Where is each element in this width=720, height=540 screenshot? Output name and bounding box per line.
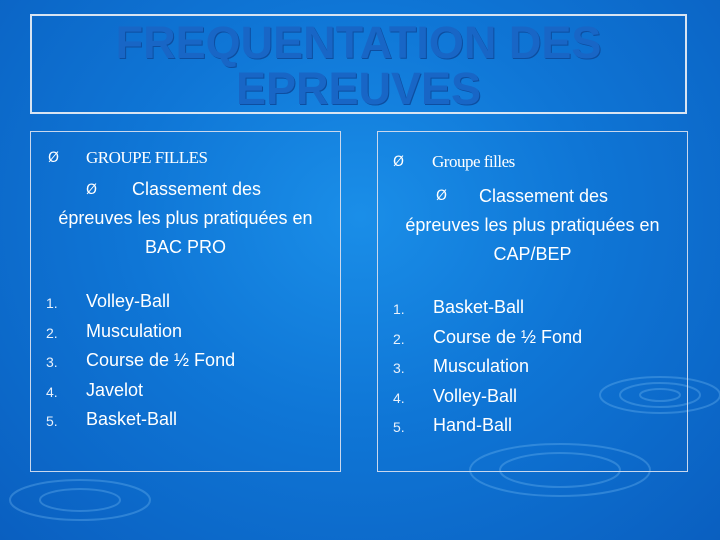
arrow-bullet-icon: Ø: [48, 150, 60, 166]
list-item: [31, 291, 340, 321]
rank-label: Basket-Ball: [433, 297, 525, 317]
list-item: [31, 350, 340, 380]
rank-number: 5.: [46, 413, 58, 429]
arrow-bullet-icon: Ø: [393, 154, 405, 170]
list-item: [31, 321, 340, 351]
rank-number: 2.: [393, 330, 405, 347]
rank-number: 4.: [46, 383, 58, 400]
rank-label: Course de ½ Fond: [86, 350, 236, 370]
panel-bac-pro: [30, 131, 341, 472]
classement-line: CAP/BEP: [493, 244, 572, 264]
rank-label: Javelot: [86, 379, 144, 400]
arrow-bullet-icon: Ø: [436, 188, 448, 204]
rank-label: Course de ½ Fond: [433, 326, 583, 347]
rank-label: Hand-Ball: [433, 415, 513, 435]
rank-label: Musculation: [86, 320, 183, 341]
list-item: [378, 386, 687, 416]
rank-label: Volley-Ball: [433, 385, 518, 406]
list-item: [378, 356, 687, 386]
page-title: FREQUENTATION DES EPREUVES: [115, 17, 602, 114]
panel-cap-bep: [377, 131, 688, 472]
group-heading: Groupe filles: [432, 152, 515, 171]
ranking-list: [31, 291, 340, 439]
rank-number: 1.: [393, 301, 405, 317]
rank-number: 2.: [46, 324, 58, 341]
classement-line: Classement des: [478, 186, 609, 206]
rank-number: 4.: [393, 389, 405, 406]
classement-line: épreuves les plus pratiquées en: [405, 215, 660, 235]
rank-label: Volley-Ball: [86, 291, 171, 311]
list-item: [378, 297, 687, 327]
list-item: [31, 380, 340, 410]
rank-label: Musculation: [433, 356, 530, 376]
title-box: [30, 14, 687, 114]
arrow-bullet-icon: Ø: [86, 182, 98, 198]
group-heading: GROUPE FILLES: [86, 148, 208, 167]
rank-number: 5.: [393, 419, 405, 435]
classement-line: épreuves les plus pratiquées en: [58, 208, 313, 228]
list-item: [378, 327, 687, 357]
list-item: [378, 415, 687, 445]
rank-number: 3.: [393, 360, 405, 376]
rank-number: 3.: [46, 354, 58, 370]
classement-line: BAC PRO: [144, 237, 227, 257]
classement-text: [378, 182, 687, 269]
classement-line: Classement des: [131, 179, 262, 199]
classement-text: [31, 175, 340, 262]
rank-number: 1.: [46, 295, 58, 311]
rank-label: Basket-Ball: [86, 409, 178, 429]
list-item: [31, 409, 340, 439]
ranking-list: [378, 297, 687, 445]
